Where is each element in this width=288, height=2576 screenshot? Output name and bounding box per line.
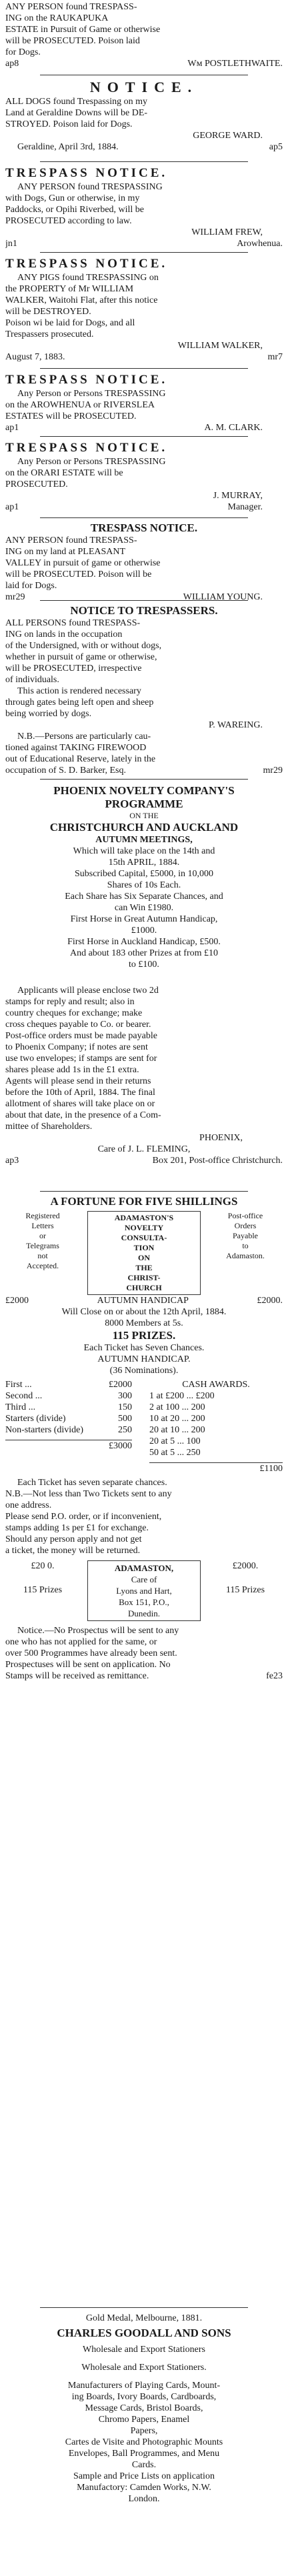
prize-list <box>5 1379 132 1474</box>
prize-label: First ... <box>5 1380 32 1390</box>
prize-label: Second ... <box>5 1391 43 1401</box>
line-10: London. <box>128 2494 160 2504</box>
signer: A. M. CLARK. <box>204 423 263 433</box>
notice-body <box>5 617 283 720</box>
divider <box>40 600 248 601</box>
divider <box>40 252 248 253</box>
line-3: whether in pursuit of game or otherwise, <box>5 652 157 662</box>
nb-line-2: out of Educational Reserve, lately in the <box>5 754 156 764</box>
line-0: Any Person or Persons TRESPASSING <box>17 389 166 399</box>
notice-heading: TRESPASS NOTICE. <box>5 257 168 271</box>
goodall-stationers-ad <box>5 2313 283 2505</box>
line-4: Papers, <box>130 2426 158 2436</box>
young-trespass-notice <box>5 521 283 603</box>
line-1: N.B.—Not less than Two Tickets sent to any <box>5 1489 172 1499</box>
ref-code: jn1 <box>5 239 17 249</box>
post-office-orders-box <box>208 1211 283 1261</box>
notice-body <box>5 1 283 58</box>
goodall-medal: Gold Medal, Melbourne, 1881. <box>85 2313 203 2323</box>
phoenix-novelty-programme <box>5 784 283 1166</box>
adamaston-headline: A FORTUNE FOR FIVE SHILLINGS <box>50 1195 238 1208</box>
line-3: will be PROSECUTED. Poison laid <box>5 36 140 46</box>
adamaston-conditions <box>5 1477 283 1556</box>
line-9: Manufactory: Camden Works, N.W. <box>77 2483 211 2493</box>
signer: WILLIAM WALKER, <box>177 341 263 351</box>
bottom-left-line-2: 115 Prizes <box>23 1585 63 1595</box>
line-0: Each Ticket has seven separate chances. <box>17 1478 167 1488</box>
line-5: Should any person apply and not get <box>5 1534 142 1544</box>
line-3: PROSECUTED according to law. <box>5 216 132 226</box>
prize-right: £2000. <box>257 1296 283 1306</box>
phoenix-title: PHOENIX NOVELTY COMPANY'S <box>53 784 235 797</box>
nb-line-3: occupation of S. D. Barker, Esq. <box>5 766 127 776</box>
prize-label: Third ... <box>5 1402 36 1412</box>
line-1: the PROPERTY of Mr WILLIAM <box>5 284 134 294</box>
line-2: Paddocks, or Opihi Riverbed, will be <box>5 205 145 215</box>
registered-letters-box <box>5 1211 80 1271</box>
cash-awards-heading: CASH AWARDS. <box>182 1380 250 1390</box>
line-2: WALKER, Waitohi Flat, after this notice <box>5 295 158 305</box>
line-2: ESTATE in Pursuit of Game or otherwise <box>5 25 161 35</box>
phoenix-programme: PROGRAMME <box>105 798 183 810</box>
line-0: ANY PERSON found TRESPASS- <box>5 2 137 12</box>
right-box-line-1: Orders <box>234 1221 257 1230</box>
line-5: (36 Nominations). <box>109 1366 179 1376</box>
signer: GEORGE WARD. <box>193 131 263 141</box>
center-box-line-1: NOVELTY <box>124 1223 164 1232</box>
orari-trespass-notice <box>5 440 283 513</box>
goodall-subtitle-2: Wholesale and Export Stationers. <box>81 2363 207 2373</box>
center-box-line-6: CHRIST- <box>127 1273 161 1282</box>
notice-body <box>5 535 283 591</box>
line-2: Subscribed Capital, £5000, in 10,000 <box>74 869 214 879</box>
adamaston-address-boxes <box>5 1560 283 1621</box>
prize-value: 250 <box>118 1425 132 1435</box>
left-box-line-4: not <box>37 1251 48 1260</box>
line-0: Applicants will please enclose two 2d <box>17 986 159 996</box>
notice-body <box>5 272 283 340</box>
phoenix-body-b <box>5 985 283 1132</box>
signer: Wᴍ POSTLETHWAITE. <box>187 59 283 69</box>
prize-row <box>5 1424 132 1436</box>
signature-row <box>5 422 283 433</box>
consultation-title-box <box>87 1211 201 1295</box>
line-2: one address. <box>5 1500 52 1510</box>
notice-heading: TRESPASS NOTICE. <box>5 373 168 387</box>
notice-heading: TRESPASS NOTICE. <box>5 441 168 455</box>
bottom-right-prize <box>208 1560 283 1596</box>
phoenix-body-a <box>5 846 283 970</box>
line-2: Message Cards, Bristol Boards, <box>85 2403 203 2413</box>
line-6: First Horse in Great Autumn Handicap, <box>70 914 218 924</box>
notice-body <box>5 96 283 130</box>
wareing-trespassers-notice <box>5 604 283 776</box>
prize-table <box>5 1379 283 1474</box>
signer: P. WAREING. <box>208 720 263 730</box>
line-0: ANY PERSON found TRESPASS- <box>5 535 137 545</box>
address-line-1: Care of <box>131 1574 157 1584</box>
line-6: a ticket, the money will be returned. <box>5 1546 141 1556</box>
line-3: Please send P.O. order, or if inconvenient, <box>5 1512 162 1522</box>
signer: WILLIAM FREW, <box>191 227 263 237</box>
line-4: Post-office orders must be made payable <box>5 1031 157 1041</box>
ref-code: mr29 <box>5 592 25 602</box>
line-4: Each Share has Six Separate Chances, and <box>65 892 223 902</box>
line-12: mittee of Shareholders. <box>5 1122 93 1132</box>
notice-heading: TRESPASS NOTICE. <box>5 166 168 180</box>
raukapuka-trespass-notice <box>5 1 283 69</box>
date-row <box>5 141 283 153</box>
cash-awards <box>149 1379 283 1474</box>
phoenix-meeting-name: CHRISTCHURCH AND AUCKLAND <box>49 821 239 834</box>
line-9: And about 183 other Prizes at from £10 <box>69 948 218 958</box>
prize-total-row <box>5 1440 132 1452</box>
line-1: stamps for reply and result; also in <box>5 997 135 1007</box>
divider <box>40 368 248 369</box>
place: Arowhenua. <box>237 239 283 249</box>
adamaston-consultation <box>5 1195 283 1682</box>
line-5: of individuals. <box>5 675 59 685</box>
prize-row <box>5 1413 132 1424</box>
left-box-line-2: or <box>39 1231 46 1240</box>
line-6: use two envelopes; if stamps are sent for <box>5 1054 157 1064</box>
notice-body <box>5 456 283 490</box>
cash-award: 1 at £200 ... £200 <box>149 1391 215 1401</box>
line-1: ING on the RAUKAPUKA <box>5 13 109 23</box>
divider <box>40 161 248 162</box>
ref-code: mr29 <box>263 766 283 776</box>
line-1: with Dogs, Gun or otherwise, in my <box>5 193 140 203</box>
phoenix-meetings: AUTUMN MEETINGS, <box>95 835 193 845</box>
line-0: Will Close on or about the 12th April, 1884. <box>61 1307 227 1317</box>
line-3: cross cheques payable to Co. or bearer. <box>5 1020 151 1030</box>
line-2: VALLEY in pursuit of game or otherwise <box>5 558 161 568</box>
prize-total: £3000 <box>109 1441 132 1451</box>
line-6: Envelopes, Ball Programmes, and Menu <box>68 2449 220 2459</box>
signature-row <box>5 591 283 603</box>
line-1: 8000 Members at 5s. <box>105 1318 183 1328</box>
line-4: stamps adding 1s per £1 for exchange. <box>5 1523 149 1533</box>
line-2: 115 PRIZES. <box>112 1329 176 1342</box>
signer: WILLIAM YOUNG. <box>183 592 263 602</box>
ref-code: ap5 <box>269 142 283 152</box>
divider <box>40 2307 248 2308</box>
cash-award: 50 at 5 ... 250 <box>149 1448 201 1458</box>
frew-trespass-notice <box>5 165 283 249</box>
line-0: Notice.—No Prospectus will be sent to any <box>17 1626 179 1636</box>
prize-row <box>5 1402 132 1413</box>
line-2: of the Undersigned, with or without dogs, <box>5 641 162 651</box>
line-7: Cards. <box>131 2460 157 2470</box>
line-8: being worried by dogs. <box>5 709 92 719</box>
line-3: will be PROSECUTED. Poison will be <box>5 569 152 579</box>
line-1: ing Boards, Ivory Boards, Cardboards, <box>71 2392 217 2402</box>
phoenix-address-row <box>5 1155 283 1166</box>
line-4: will be PROSECUTED, irrespective <box>5 664 142 674</box>
line-0: ALL DOGS found Trespassing on my <box>5 97 147 107</box>
line-8: Agents will please send in their returns <box>5 1076 151 1086</box>
prize-row <box>5 1379 132 1390</box>
cash-award: 20 at 5 ... 100 <box>149 1436 201 1446</box>
line-4: laid for Dogs. <box>5 581 57 591</box>
line-3: Shares of 10s Each. <box>107 880 181 890</box>
line-1: 15th APRIL, 1884. <box>108 858 180 868</box>
address-line-2: Lyons and Hart, <box>116 1586 172 1596</box>
prize-left: £2000 <box>5 1296 29 1306</box>
signature-row <box>5 58 283 69</box>
signer-title: Manager. <box>227 502 263 512</box>
prize-value: 500 <box>118 1414 132 1424</box>
phoenix-address: Box 201, Post-office Christchurch. <box>152 1156 283 1166</box>
bottom-right-line-0: £2000. <box>232 1561 259 1571</box>
prize-label: Starters (divide) <box>5 1414 66 1424</box>
line-3: Prospectuses will be sent on application. No <box>5 1660 171 1670</box>
notice-heading: NOTICE. <box>89 79 199 95</box>
divider <box>40 436 248 437</box>
ref-code: ap3 <box>5 1156 19 1166</box>
line-5: to Phoenix Company; if notes are sent <box>5 1042 148 1052</box>
line-1: one who has not applied for the same, or <box>5 1637 157 1647</box>
goodall-name: CHARLES GOODALL AND SONS <box>57 2327 231 2339</box>
line-2: PROSECUTED. <box>5 479 68 489</box>
nb-line-1: tioned against TAKING FIREWOOD <box>5 743 147 753</box>
right-box-line-3: to <box>242 1241 249 1250</box>
left-box-line-0: Registered <box>25 1211 60 1220</box>
line-4: Stamps will be received as remittance. <box>5 1671 149 1681</box>
adamaston-address-box <box>87 1560 201 1621</box>
line-1: ING on lands in the occupation <box>5 629 123 639</box>
line-0: ANY PERSON found TRESPASSING <box>17 182 163 192</box>
left-box-line-5: Accepted. <box>26 1261 59 1270</box>
phoenix-on-the: ON THE <box>129 811 159 820</box>
bottom-right-line-2: 115 Prizes <box>225 1585 265 1595</box>
line-7: through gates being left open and sheep <box>5 698 154 708</box>
line-1: ING on my land at PLEASANT <box>5 547 126 557</box>
walker-pigs-notice <box>5 256 283 363</box>
ref-code: fe23 <box>266 1671 283 1681</box>
line-10: allotment of shares will take place on or <box>5 1099 155 1109</box>
cash-award: 10 at 20 ... 200 <box>149 1414 205 1424</box>
bottom-left-line-0: £20 0. <box>31 1561 55 1571</box>
address-line-3: Box 151, P.O., <box>119 1597 169 1607</box>
adamaston-footer <box>5 1625 283 1682</box>
line-6: This action is rendered necessary <box>17 686 141 696</box>
left-box-line-3: Telegrams <box>26 1241 59 1250</box>
line-2: STROYED. Poison laid for Dogs. <box>5 119 133 129</box>
right-box-line-0: Post-office <box>227 1211 263 1220</box>
goodall-subtitle: Wholesale and Export Stationers <box>83 2345 205 2355</box>
line-0: Which will take place on the 14th and <box>73 846 215 856</box>
line-2: over 500 Programmes have already been sent. <box>5 1648 177 1658</box>
address-line-4: Dunedin. <box>127 1608 161 1618</box>
line-1: on the ORARI ESTATE will be <box>5 468 123 478</box>
line-0: Manufacturers of Playing Cards, Mount- <box>67 2381 221 2391</box>
line-9: before the 10th of April, 1884. The final <box>5 1088 155 1098</box>
cash-award: 20 at 10 ... 200 <box>149 1425 205 1435</box>
prize-value: £2000 <box>109 1380 132 1390</box>
line-3: Chromo Papers, Enamel <box>98 2415 190 2425</box>
address-line-0: ADAMASTON, <box>114 1563 174 1573</box>
right-box-line-2: Payable <box>233 1231 258 1240</box>
line-1: on the AROWHENUA or RIVERSLEA <box>5 400 155 410</box>
nb-body <box>5 731 283 776</box>
line-0: Any Person or Persons TRESPASSING <box>17 457 166 467</box>
line-10: to £100. <box>129 960 159 970</box>
line-1: Land at Geraldine Downs will be DE- <box>5 108 148 118</box>
ref-row <box>5 238 283 249</box>
line-4: Poison wi be laid for Dogs, and all <box>5 318 135 328</box>
center-box-line-2: CONSULTA- <box>121 1233 167 1242</box>
adamaston-info <box>5 1306 283 1376</box>
notice-heading: TRESPASS NOTICE. <box>90 521 198 534</box>
ref-code: mr7 <box>267 352 283 362</box>
cash-award: 2 at 100 ... 200 <box>149 1402 205 1412</box>
left-box-line-1: Letters <box>31 1221 54 1230</box>
line-5: Trespassers prosecuted. <box>5 329 94 339</box>
center-box-line-3: TION <box>133 1243 155 1252</box>
divider <box>40 1191 248 1192</box>
nb-line-0: N.B.—Persons are particularly cau- <box>17 732 151 742</box>
ref-code: ap8 <box>5 59 19 69</box>
phoenix-care-of: Care of J. L. FLEMING, <box>97 1144 191 1154</box>
notice-heading: NOTICE TO TRESPASSERS. <box>70 604 218 617</box>
prize-value: 150 <box>118 1402 132 1412</box>
line-8: Sample and Price Lists on application <box>73 2471 215 2481</box>
ref-code: ap1 <box>5 502 19 512</box>
line-7: £1000. <box>131 926 157 936</box>
line-5: Cartes de Visite and Photographic Mounts <box>65 2437 223 2447</box>
ref-code: ap1 <box>5 423 19 433</box>
phoenix-signer: PHOENIX, <box>199 1133 243 1143</box>
line-5: can Win £1980. <box>114 903 174 913</box>
cash-total: £1100 <box>149 1462 283 1474</box>
geraldine-dogs-notice <box>5 79 283 153</box>
line-0: ANY PIGS found TRESPASSING on <box>17 273 159 283</box>
line-2: ESTATES will be PROSECUTED. <box>5 411 137 421</box>
line-2: country cheques for exchange; make <box>5 1008 143 1018</box>
right-box-line-4: Adamaston. <box>226 1251 265 1260</box>
center-box-line-5: THE <box>135 1263 153 1272</box>
divider <box>40 779 248 780</box>
adamaston-header-boxes <box>5 1211 283 1295</box>
date-row <box>5 351 283 363</box>
title-row <box>5 501 283 513</box>
center-box-line-4: ON <box>138 1253 150 1262</box>
prize-row <box>5 1390 132 1402</box>
line-11: about that date, in the presence of a Com- <box>5 1110 161 1120</box>
line-4: AUTUMN HANDICAP. <box>97 1354 191 1364</box>
date: August 7, 1883. <box>5 352 65 362</box>
line-7: shares please add 1s in the £1 extra. <box>5 1065 139 1075</box>
prize-label: Non-starters (divide) <box>5 1425 84 1435</box>
line-0: ALL PERSONS found TRESPASS- <box>5 618 141 628</box>
notice-body <box>5 181 283 227</box>
line-4: for Dogs. <box>5 47 41 57</box>
prize-value: 300 <box>118 1391 132 1401</box>
notice-body <box>5 388 283 422</box>
place-date: Geraldine, April 3rd, 1884. <box>17 142 119 152</box>
center-box-line-0: ADAMASTON'S <box>114 1213 174 1222</box>
center-box-line-7: CHURCH <box>126 1283 162 1292</box>
line-3: will be DESTROYED. <box>5 307 91 317</box>
line-8: First Horse in Auckland Handicap, £500. <box>67 937 221 947</box>
bottom-left-prize <box>5 1560 80 1596</box>
handicap-title: AUTUMN HANDICAP <box>97 1296 189 1306</box>
handicap-line <box>5 1295 283 1306</box>
signer: J. MURRAY, <box>213 491 263 501</box>
goodall-products <box>5 2380 283 2505</box>
divider <box>40 517 248 518</box>
line-3: Each Ticket has Seven Chances. <box>83 1343 205 1353</box>
clark-trespass-notice <box>5 372 283 433</box>
